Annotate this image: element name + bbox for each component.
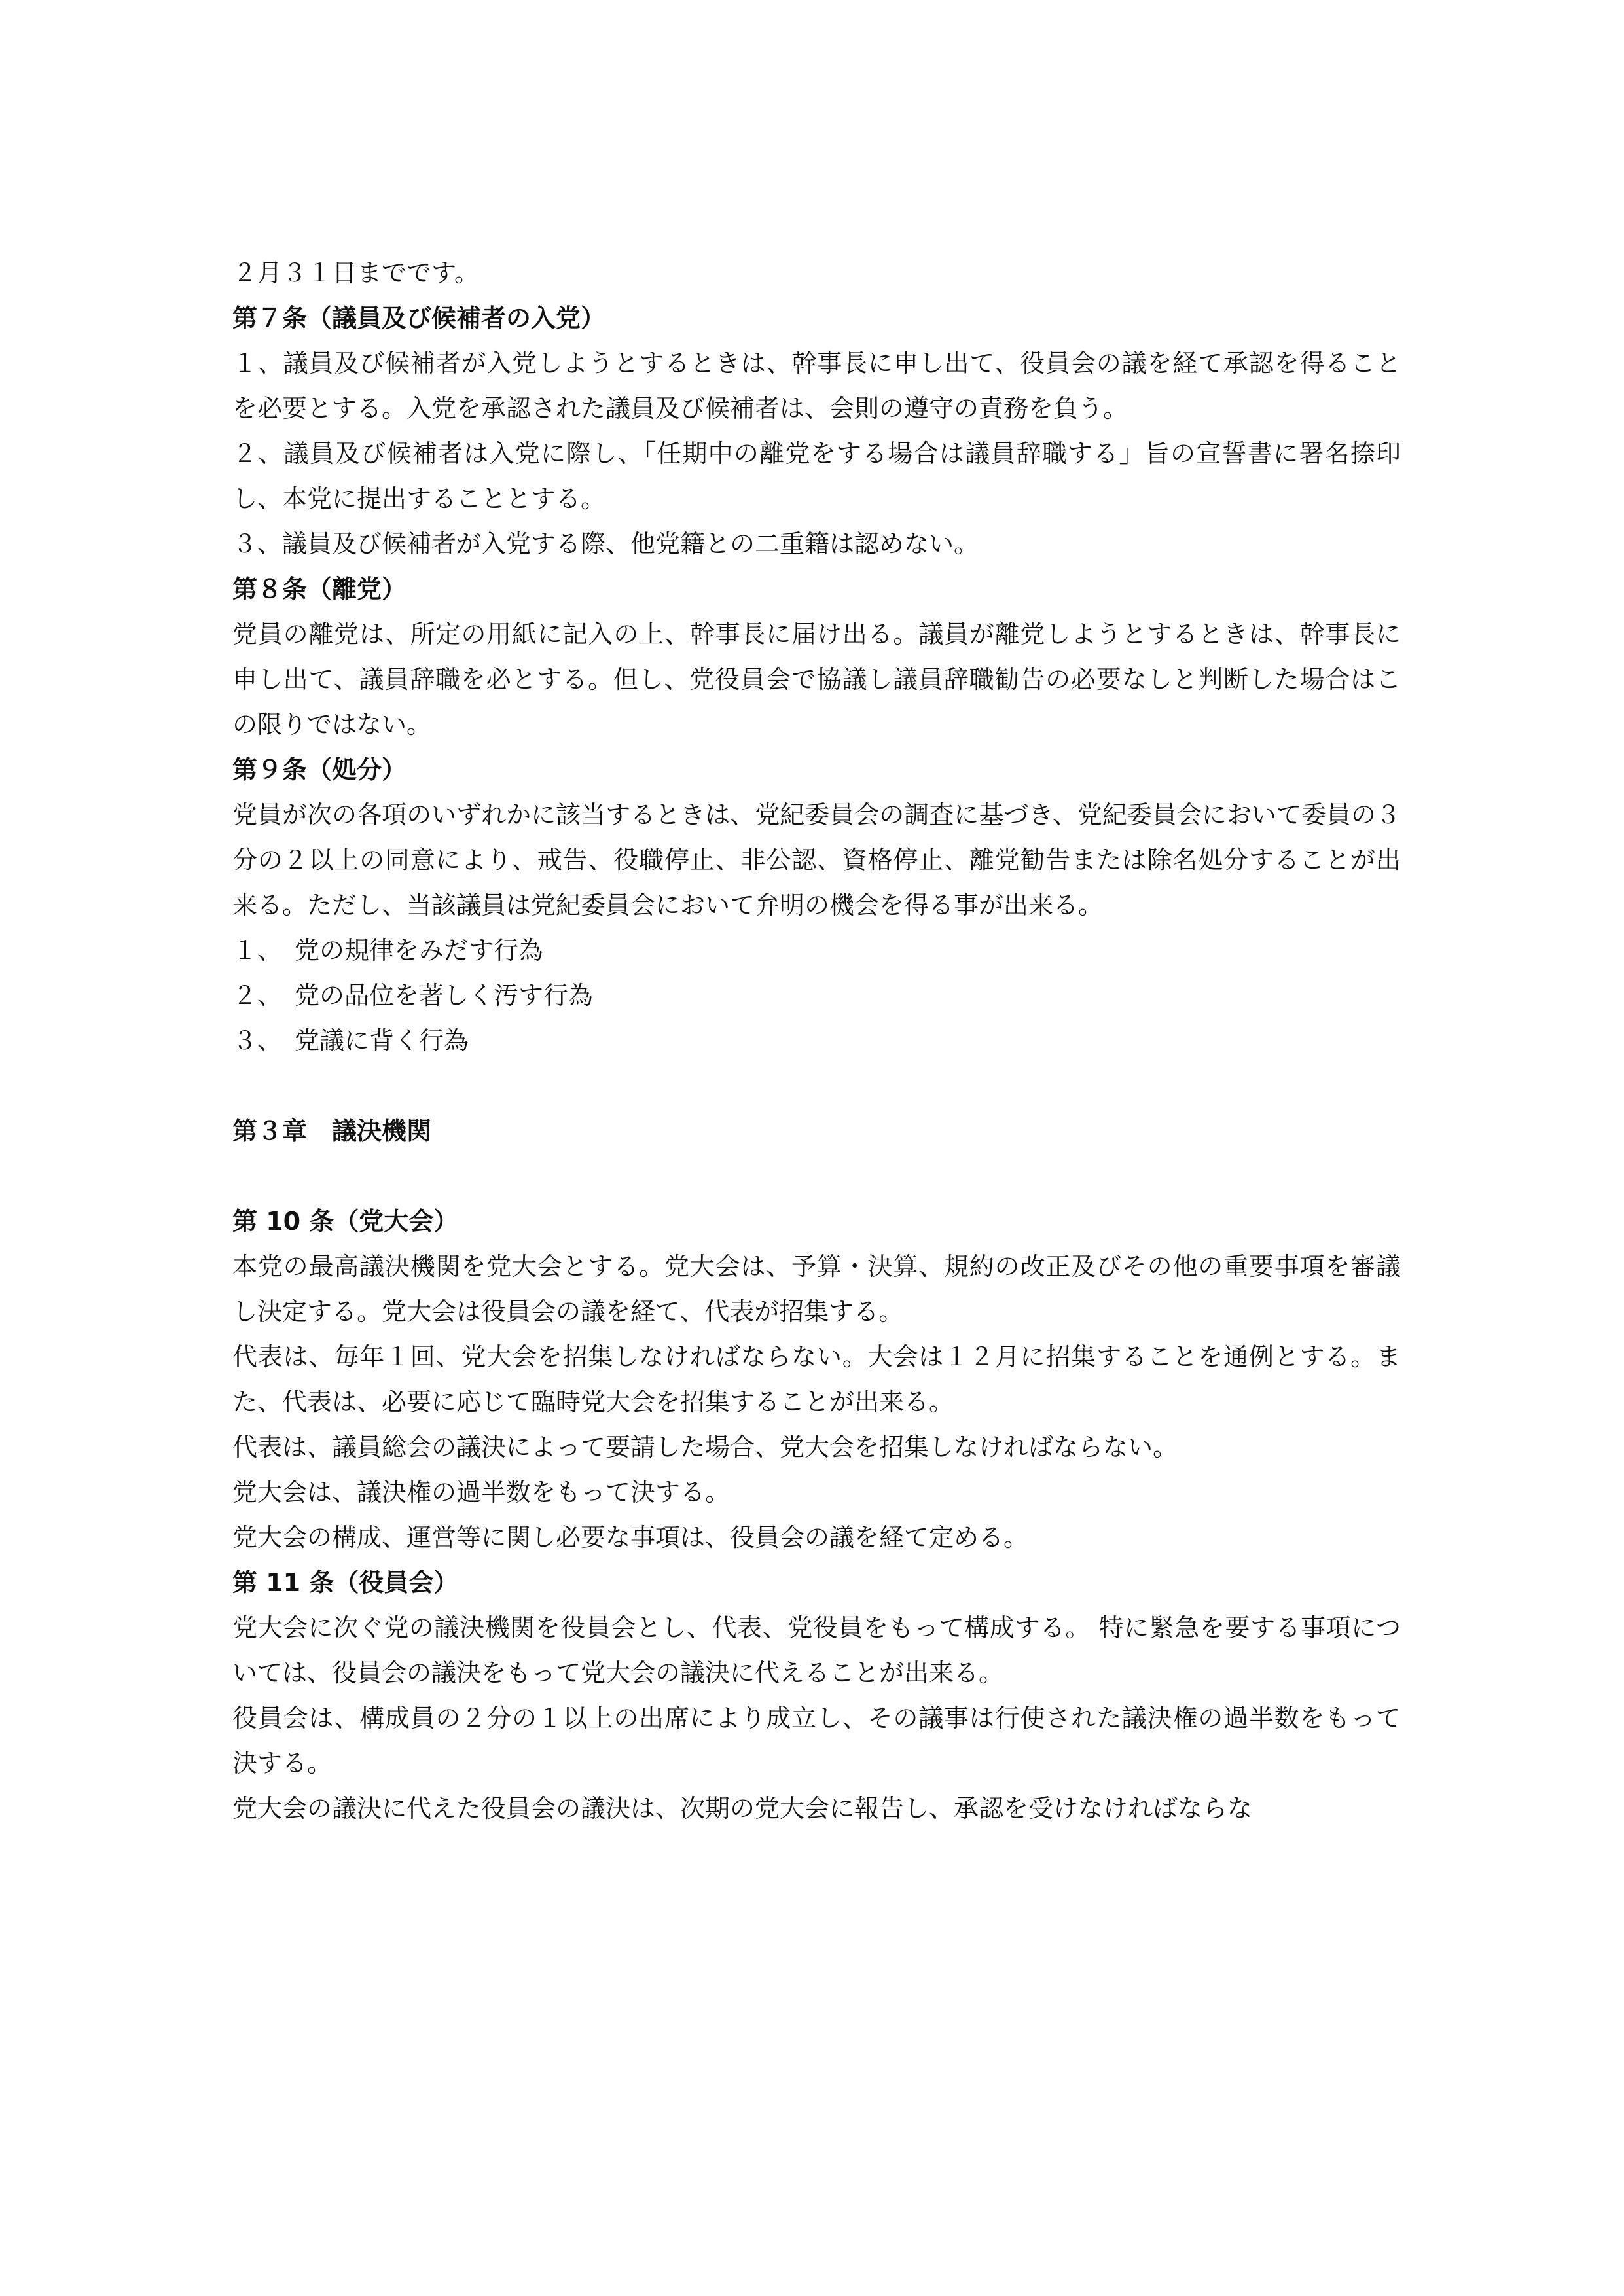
paragraph: 党員の離党は、所定の用紙に記入の上、幹事長に届け出る。議員が離党しようとするときは、幹事長に申し出て、議員辞職を必とする。但し、党役員会で協議し議員辞職勧告の必要なしと判断した場合はこの限りではない。: [232, 620, 1401, 739]
article-heading: 第９条（処分）: [232, 755, 407, 784]
paragraph: １、議員及び候補者が入党しようとするときは、幹事長に申し出て、役員会の議を経て承認を得ることを必要とする。入党を承認された議員及び候補者は、会則の遵守の責務を負う。: [232, 349, 1401, 423]
paragraph: 役員会は、構成員の２分の１以上の出席により成立し、その議事は行使された議決権の過半数をもって決する。: [232, 1704, 1401, 1778]
article-heading: 第３章 議決機関: [232, 1117, 432, 1145]
document-body: [232, 251, 1401, 1831]
paragraph: 党大会の構成、運営等に関し必要な事項は、役員会の議を経て定める。: [232, 1523, 1029, 1552]
paragraph: 代表は、議員総会の議決によって要請した場合、党大会を招集しなければならない。: [232, 1433, 1178, 1462]
article-heading: 第 10 条（党大会）: [232, 1207, 459, 1236]
paragraph: ２、 党の品位を著しく汚す行為: [232, 981, 594, 1010]
paragraph: 党大会の議決に代えた役員会の議決は、次期の党大会に報告し、承認を受けなければならな: [232, 1794, 1253, 1823]
article-heading: 第８条（離党）: [232, 575, 407, 603]
paragraph: 党員が次の各項のいずれかに該当するときは、党紀委員会の調査に基づき、党紀委員会において委員の３分の２以上の同意により、戒告、役職停止、非公認、資格停止、離党勧告または除名処分することが出来る。ただし、当該議員は党紀委員会において弁明の機会を得る事が出来る。: [232, 800, 1401, 920]
paragraph: ３、 党議に背く行為: [232, 1026, 469, 1055]
article-heading: 第７条（議員及び候補者の入党）: [232, 304, 606, 332]
blank-line: [232, 1064, 1401, 1109]
paragraph: 党大会は、議決権の過半数をもって決する。: [232, 1478, 731, 1507]
paragraph: １、 党の規律をみだす行為: [232, 936, 544, 965]
paragraph: ２月３１日までです。: [232, 259, 479, 287]
paragraph: 本党の最高議決機関を党大会とする。党大会は、予算・決算、規約の改正及びその他の重要事項を審議し決定する。党大会は役員会の議を経て、代表が招集する。: [232, 1252, 1401, 1326]
paragraph: 党大会に次ぐ党の議決機関を役員会とし、代表、党役員をもって構成する。 特に緊急を要する事項については、役員会の議決をもって党大会の議決に代えることが出来る。: [232, 1613, 1401, 1687]
article-heading: 第 11 条（役員会）: [232, 1568, 459, 1597]
paragraph: 代表は、毎年１回、党大会を招集しなければならない。大会は１２月に招集することを通例とする。また、代表は、必要に応じて臨時党大会を招集することが出来る。: [232, 1342, 1401, 1416]
paragraph: ２、議員及び候補者は入党に際し、「任期中の離党をする場合は議員辞職する」旨の宣誓書に署名捺印し、本党に提出することとする。: [232, 439, 1401, 513]
paragraph: ３、議員及び候補者が入党する際、他党籍との二重籍は認めない。: [232, 529, 979, 558]
blank-line: [232, 1154, 1401, 1199]
